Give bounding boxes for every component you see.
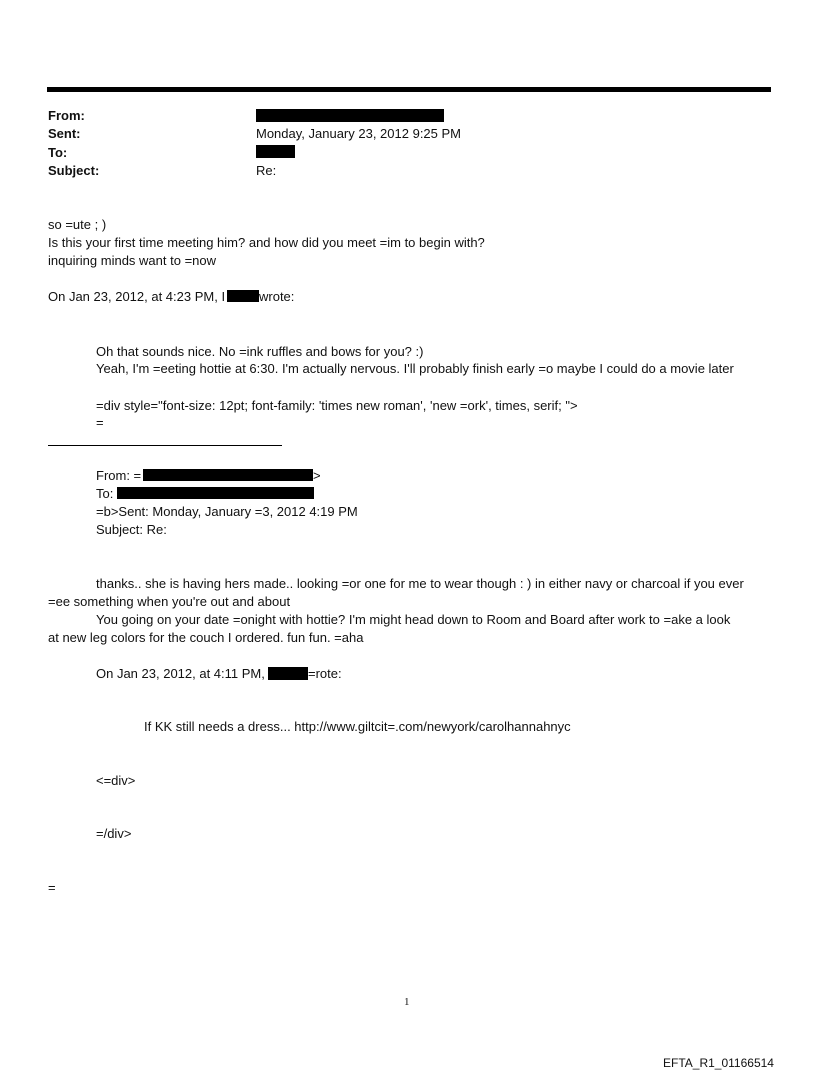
body-line-1: so =ute ; ) <box>48 217 107 232</box>
quote1-line-1: Oh that sounds nice. No =ink ruffles and bows for you? :) <box>96 344 424 359</box>
redaction-quote2 <box>268 667 308 680</box>
redaction-from <box>256 109 444 122</box>
para2-line-2: =ee something when you're out and about <box>48 594 291 609</box>
quote2-intro: On Jan 23, 2012, at 4:11 PM, <box>96 666 265 681</box>
redaction-fwd-from <box>143 469 313 481</box>
quote1-wrote: wrote: <box>259 289 295 304</box>
para2-line-3: You going on your date =onight with hottie? I'm might head down to Room and Board after work to =ake a look <box>96 612 731 627</box>
top-rule <box>47 87 771 92</box>
kk-dress-line: If KK still needs a dress... http://www.giltcit=.com/newyork/carolhannahnyc <box>144 719 571 734</box>
page-number: 1 <box>404 996 410 1008</box>
from-label: From: <box>48 108 85 123</box>
sent-value: Monday, January 23, 2012 9:25 PM <box>256 126 461 141</box>
subject-label: Subject: <box>48 163 100 178</box>
quote2-wrote: =rote: <box>308 666 342 681</box>
para2-line-1: thanks.. she is having hers made.. looking =or one for me to wear though : ) in either navy or charcoal if you ever <box>96 576 744 591</box>
fwd-subject: Subject: Re: <box>96 522 167 537</box>
redaction-quote1 <box>227 290 259 302</box>
fwd-to-label: To: <box>96 486 114 501</box>
fwd-from-end: > <box>313 468 321 483</box>
document-id: EFTA_R1_01166514 <box>663 1056 774 1070</box>
end-eq: = <box>48 880 56 895</box>
div-close-1: <=div> <box>96 773 136 788</box>
subject-value: Re: <box>256 163 277 178</box>
to-label: To: <box>48 145 68 160</box>
fwd-from-label: From: = <box>96 468 142 483</box>
fwd-sent: =b>Sent: Monday, January =3, 2012 4:19 PM <box>96 504 358 519</box>
body-line-3: inquiring minds want to =now <box>48 253 217 268</box>
div-close-2: =/div> <box>96 826 132 841</box>
sent-label: Sent: <box>48 126 81 141</box>
quote1-line-2: Yeah, I'm =eeting hottie at 6:30. I'm actually nervous. I'll probably finish early =o maybe I could do a movie later <box>96 361 734 376</box>
quote1-eq: = <box>96 415 104 430</box>
quote1-intro: On Jan 23, 2012, at 4:23 PM, I <box>48 289 226 304</box>
quote1-div: =div style="font-size: 12pt; font-family: 'times new roman', 'new =ork', times, serif; "> <box>96 398 578 413</box>
redaction-to <box>256 145 295 158</box>
body-line-2: Is this your first time meeting him? and how did you meet =im to begin with? <box>48 235 485 250</box>
para2-line-4: at new leg colors for the couch I ordered. fun fun. =aha <box>48 630 364 645</box>
redaction-fwd-to <box>117 487 314 499</box>
separator-line <box>48 445 282 446</box>
